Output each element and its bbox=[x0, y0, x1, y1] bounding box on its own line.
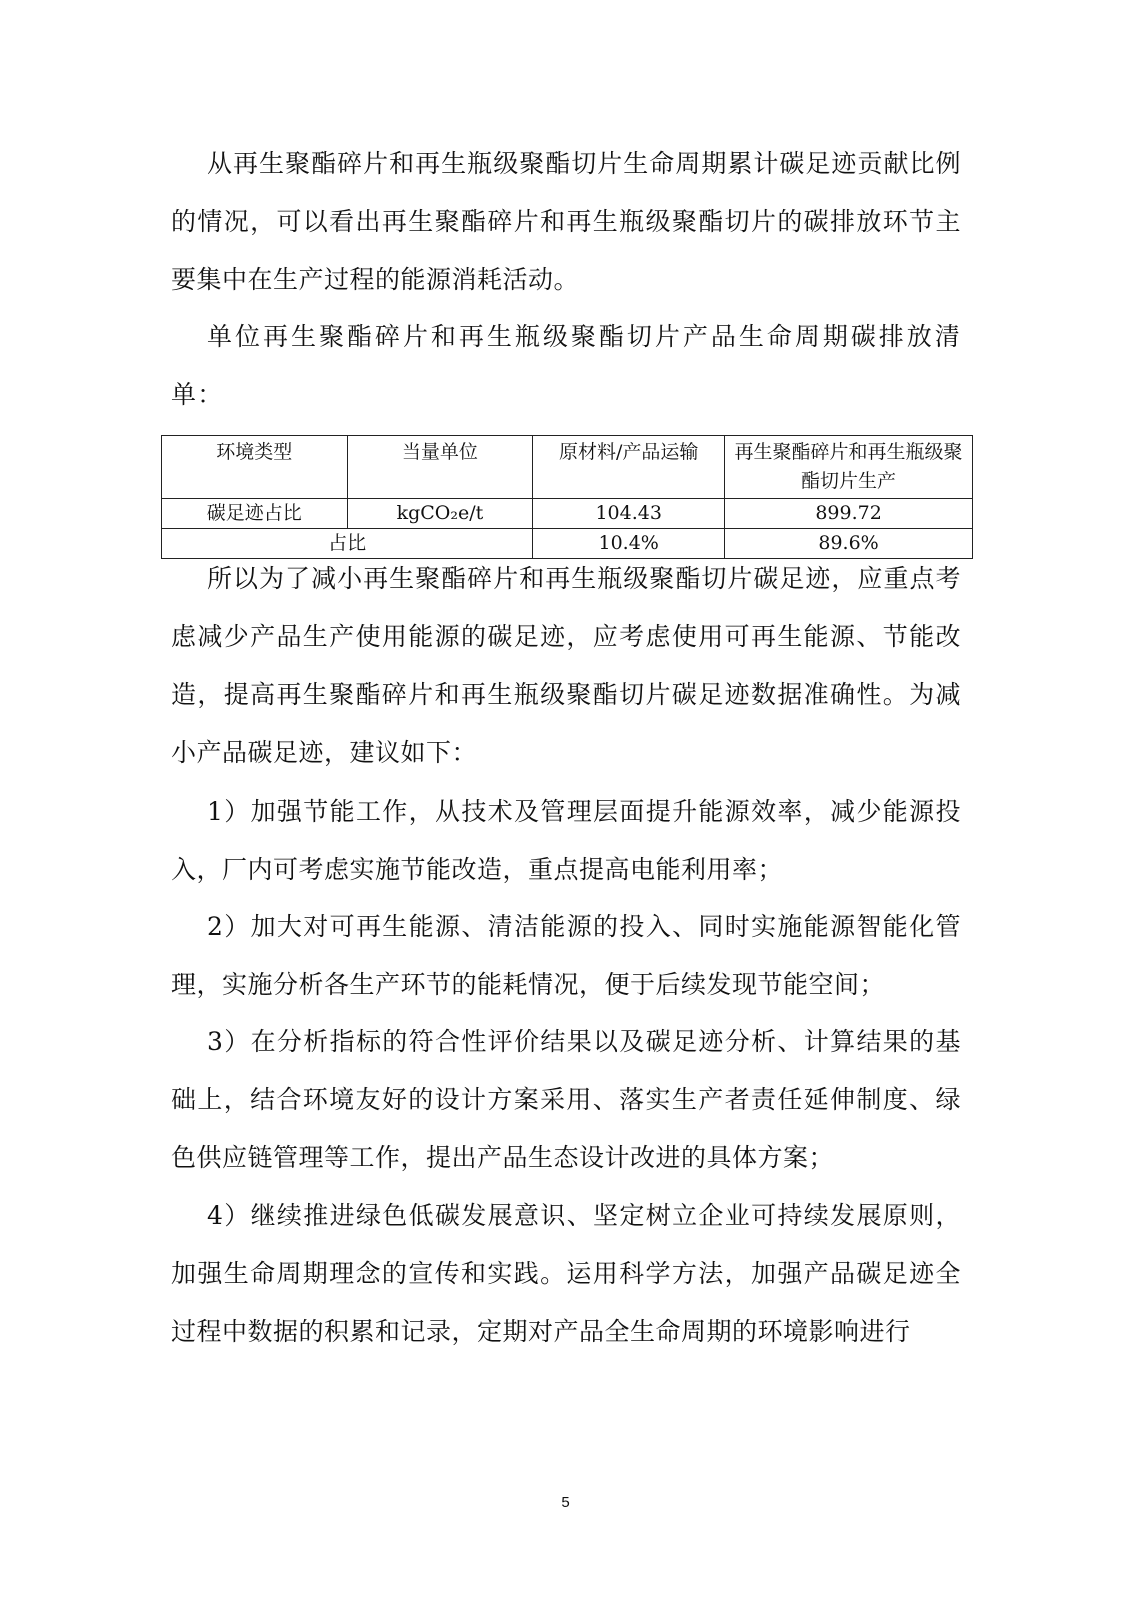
cell-transport-value: 104.43 bbox=[533, 499, 725, 529]
cell-unit: kgCO₂e/t bbox=[347, 499, 533, 529]
cell-transport-share: 10.4% bbox=[533, 529, 725, 559]
list-item-suggestion-1: 1）加强节能工作，从技术及管理层面提升能源效率，减少能源投入，厂内可考虑实施节能改造，重点提高电能利用率； bbox=[171, 797, 961, 884]
list-item-suggestion-4: 4）继续推进绿色低碳发展意识、坚定树立企业可持续发展原则，加强生命周期理念的宣传和实践。运用科学方法，加强产品碳足迹全过程中数据的积累和记录，定期对产品全生命周期的环境影响进行 bbox=[171, 1201, 961, 1346]
paragraph-contribution-analysis: 从再生聚酯碎片和再生瓶级聚酯切片生命周期累计碳足迹贡献比例的情况，可以看出再生聚酯碎片和再生瓶级聚酯切片的碳排放环节主要集中在生产过程的能源消耗活动。 bbox=[171, 149, 961, 294]
carbon-emission-table bbox=[161, 435, 973, 559]
list-item-suggestion-3: 3）在分析指标的符合性评价结果以及碳足迹分析、计算结果的基础上，结合环境友好的设计方案采用、落实生产者责任延伸制度、绿色供应链管理等工作，提出产品生态设计改进的具体方案； bbox=[171, 1027, 961, 1172]
list-item-suggestion-2: 2）加大对可再生能源、清洁能源的投入、同时实施能源智能化管理，实施分析各生产环节的能耗情况，便于后续发现节能空间； bbox=[171, 912, 961, 999]
cell-production-value: 899.72 bbox=[725, 499, 973, 529]
header-env-type: 环境类型 bbox=[162, 436, 348, 499]
table-row bbox=[162, 499, 973, 529]
header-production: 再生聚酯碎片和再生瓶级聚酯切片生产 bbox=[725, 436, 973, 499]
header-unit: 当量单位 bbox=[347, 436, 533, 499]
paragraph-table-intro: 单位再生聚酯碎片和再生瓶级聚酯切片产品生命周期碳排放清单： bbox=[171, 322, 961, 409]
cell-share-label: 占比 bbox=[162, 529, 533, 559]
header-transport: 原材料/产品运输 bbox=[533, 436, 725, 499]
cell-type: 碳足迹占比 bbox=[162, 499, 348, 529]
paragraph-reduction-recommendation: 所以为了减小再生聚酯碎片和再生瓶级聚酯切片碳足迹，应重点考虑减少产品生产使用能源的碳足迹，应考虑使用可再生能源、节能改造，提高再生聚酯碎片和再生瓶级聚酯切片碳足迹数据准确性。为减小产品碳足迹，建议如下： bbox=[171, 564, 961, 767]
cell-production-share: 89.6% bbox=[725, 529, 973, 559]
page-number: 5 bbox=[561, 1494, 570, 1511]
table-header-row bbox=[162, 436, 973, 499]
